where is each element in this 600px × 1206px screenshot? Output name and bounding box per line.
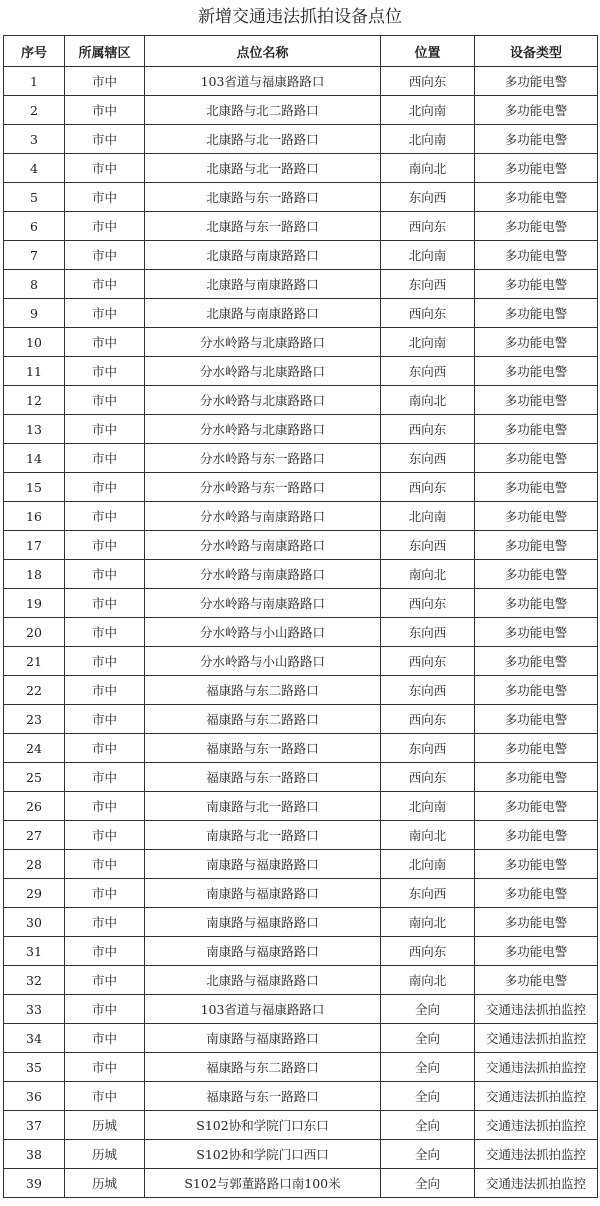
cell-direction: 西向东	[381, 473, 475, 502]
cell-location-name: 福康路与东二路路口	[145, 705, 381, 734]
cell-district: 市中	[65, 328, 145, 357]
cell-location-name: 103省道与福康路路口	[145, 995, 381, 1024]
table-row	[4, 154, 598, 183]
cell-device-type: 多功能电警	[475, 67, 598, 96]
cell-district: 市中	[65, 386, 145, 415]
cell-serial-number: 36	[4, 1082, 65, 1111]
cell-location-name: 分水岭路与北康路路口	[145, 386, 381, 415]
cell-serial-number: 7	[4, 241, 65, 270]
cell-serial-number: 39	[4, 1169, 65, 1198]
cell-device-type: 多功能电警	[475, 212, 598, 241]
cell-direction: 西向东	[381, 299, 475, 328]
cell-serial-number: 38	[4, 1140, 65, 1169]
cell-direction: 全向	[381, 995, 475, 1024]
cell-location-name: 南康路与福康路路口	[145, 1024, 381, 1053]
cell-district: 市中	[65, 647, 145, 676]
cell-district: 历城	[65, 1140, 145, 1169]
cell-location-name: 南康路与北一路路口	[145, 821, 381, 850]
cell-location-name: 福康路与东一路路口	[145, 763, 381, 792]
cell-device-type: 多功能电警	[475, 879, 598, 908]
table-row	[4, 299, 598, 328]
cell-serial-number: 10	[4, 328, 65, 357]
cell-serial-number: 30	[4, 908, 65, 937]
cell-device-type: 交通违法抓拍监控	[475, 1111, 598, 1140]
table-row	[4, 850, 598, 879]
table-row	[4, 821, 598, 850]
cell-device-type: 多功能电警	[475, 125, 598, 154]
table-row	[4, 241, 598, 270]
cell-district: 市中	[65, 763, 145, 792]
cell-direction: 北向南	[381, 792, 475, 821]
cell-district: 市中	[65, 212, 145, 241]
table-row	[4, 1082, 598, 1111]
cell-serial-number: 28	[4, 850, 65, 879]
cell-direction: 东向西	[381, 676, 475, 705]
cell-district: 市中	[65, 154, 145, 183]
cell-serial-number: 19	[4, 589, 65, 618]
cell-device-type: 交通违法抓拍监控	[475, 1024, 598, 1053]
cell-district: 市中	[65, 618, 145, 647]
cell-serial-number: 26	[4, 792, 65, 821]
cell-device-type: 多功能电警	[475, 908, 598, 937]
cell-direction: 全向	[381, 1082, 475, 1111]
table-row	[4, 1024, 598, 1053]
cell-direction: 西向东	[381, 763, 475, 792]
header-location-name: 点位名称	[145, 36, 381, 67]
cell-direction: 南向北	[381, 560, 475, 589]
cell-district: 市中	[65, 502, 145, 531]
cell-direction: 南向北	[381, 386, 475, 415]
cell-location-name: 北康路与南康路路口	[145, 299, 381, 328]
table-row	[4, 415, 598, 444]
cell-location-name: S102与郭董路路口南100米	[145, 1169, 381, 1198]
cell-device-type: 多功能电警	[475, 821, 598, 850]
cell-direction: 西向东	[381, 937, 475, 966]
cell-location-name: 福康路与东一路路口	[145, 1082, 381, 1111]
table-row	[4, 125, 598, 154]
device-location-table	[3, 35, 598, 1198]
cell-district: 市中	[65, 473, 145, 502]
cell-device-type: 多功能电警	[475, 734, 598, 763]
table-row	[4, 1053, 598, 1082]
cell-district: 市中	[65, 589, 145, 618]
cell-location-name: 北康路与福康路路口	[145, 966, 381, 995]
cell-district: 市中	[65, 125, 145, 154]
cell-location-name: 北康路与北一路路口	[145, 154, 381, 183]
cell-device-type: 交通违法抓拍监控	[475, 1169, 598, 1198]
cell-location-name: 分水岭路与南康路路口	[145, 560, 381, 589]
document-title: 新增交通违法抓拍设备点位	[198, 7, 402, 27]
cell-serial-number: 34	[4, 1024, 65, 1053]
cell-serial-number: 6	[4, 212, 65, 241]
cell-device-type: 多功能电警	[475, 154, 598, 183]
table-row	[4, 473, 598, 502]
cell-device-type: 多功能电警	[475, 96, 598, 125]
cell-device-type: 交通违法抓拍监控	[475, 995, 598, 1024]
cell-district: 市中	[65, 560, 145, 589]
cell-location-name: 南康路与福康路路口	[145, 850, 381, 879]
table-row	[4, 531, 598, 560]
cell-serial-number: 21	[4, 647, 65, 676]
cell-location-name: 南康路与福康路路口	[145, 937, 381, 966]
table-body	[4, 67, 598, 1198]
cell-direction: 西向东	[381, 647, 475, 676]
cell-direction: 南向北	[381, 821, 475, 850]
cell-location-name: 分水岭路与北康路路口	[145, 415, 381, 444]
table-row	[4, 67, 598, 96]
cell-location-name: 分水岭路与南康路路口	[145, 531, 381, 560]
table-row	[4, 705, 598, 734]
cell-direction: 北向南	[381, 96, 475, 125]
cell-district: 市中	[65, 676, 145, 705]
cell-serial-number: 18	[4, 560, 65, 589]
cell-serial-number: 33	[4, 995, 65, 1024]
cell-location-name: 福康路与东二路路口	[145, 676, 381, 705]
cell-serial-number: 8	[4, 270, 65, 299]
cell-direction: 东向西	[381, 357, 475, 386]
cell-district: 市中	[65, 937, 145, 966]
cell-device-type: 多功能电警	[475, 763, 598, 792]
cell-serial-number: 27	[4, 821, 65, 850]
table-row	[4, 908, 598, 937]
cell-serial-number: 29	[4, 879, 65, 908]
table-row	[4, 96, 598, 125]
cell-district: 市中	[65, 966, 145, 995]
cell-direction: 全向	[381, 1169, 475, 1198]
cell-district: 市中	[65, 241, 145, 270]
cell-device-type: 多功能电警	[475, 937, 598, 966]
header-direction: 位置	[381, 36, 475, 67]
cell-serial-number: 1	[4, 67, 65, 96]
cell-direction: 北向南	[381, 850, 475, 879]
cell-serial-number: 3	[4, 125, 65, 154]
cell-serial-number: 2	[4, 96, 65, 125]
cell-serial-number: 25	[4, 763, 65, 792]
cell-serial-number: 35	[4, 1053, 65, 1082]
cell-device-type: 多功能电警	[475, 792, 598, 821]
cell-serial-number: 13	[4, 415, 65, 444]
cell-serial-number: 11	[4, 357, 65, 386]
cell-direction: 北向南	[381, 125, 475, 154]
table-row	[4, 386, 598, 415]
cell-location-name: 分水岭路与东一路路口	[145, 473, 381, 502]
cell-serial-number: 16	[4, 502, 65, 531]
table-row	[4, 1111, 598, 1140]
cell-district: 市中	[65, 1053, 145, 1082]
cell-direction: 东向西	[381, 183, 475, 212]
cell-location-name: 103省道与福康路路口	[145, 67, 381, 96]
cell-district: 历城	[65, 1111, 145, 1140]
cell-device-type: 多功能电警	[475, 473, 598, 502]
cell-location-name: 北康路与东一路路口	[145, 212, 381, 241]
cell-serial-number: 32	[4, 966, 65, 995]
header-serial-number: 序号	[4, 36, 65, 67]
cell-device-type: 多功能电警	[475, 966, 598, 995]
cell-location-name: 南康路与福康路路口	[145, 879, 381, 908]
cell-location-name: 分水岭路与南康路路口	[145, 502, 381, 531]
cell-direction: 全向	[381, 1024, 475, 1053]
cell-device-type: 多功能电警	[475, 502, 598, 531]
table-row	[4, 995, 598, 1024]
table-row	[4, 763, 598, 792]
cell-serial-number: 22	[4, 676, 65, 705]
cell-serial-number: 9	[4, 299, 65, 328]
cell-direction: 全向	[381, 1140, 475, 1169]
cell-device-type: 交通违法抓拍监控	[475, 1053, 598, 1082]
cell-direction: 南向北	[381, 908, 475, 937]
table-row	[4, 357, 598, 386]
cell-location-name: 北康路与南康路路口	[145, 270, 381, 299]
table-row	[4, 937, 598, 966]
cell-device-type: 多功能电警	[475, 386, 598, 415]
cell-district: 市中	[65, 879, 145, 908]
cell-district: 市中	[65, 850, 145, 879]
cell-serial-number: 14	[4, 444, 65, 473]
cell-location-name: S102协和学院门口东口	[145, 1111, 381, 1140]
cell-direction: 西向东	[381, 67, 475, 96]
cell-location-name: 分水岭路与北康路路口	[145, 357, 381, 386]
cell-district: 市中	[65, 531, 145, 560]
cell-district: 市中	[65, 67, 145, 96]
cell-serial-number: 20	[4, 618, 65, 647]
cell-device-type: 交通违法抓拍监控	[475, 1082, 598, 1111]
table-row	[4, 879, 598, 908]
cell-location-name: 分水岭路与小山路路口	[145, 618, 381, 647]
table-row	[4, 444, 598, 473]
cell-device-type: 多功能电警	[475, 705, 598, 734]
cell-direction: 西向东	[381, 212, 475, 241]
cell-device-type: 多功能电警	[475, 647, 598, 676]
cell-location-name: 分水岭路与北康路路口	[145, 328, 381, 357]
cell-device-type: 多功能电警	[475, 676, 598, 705]
cell-district: 市中	[65, 96, 145, 125]
cell-device-type: 多功能电警	[475, 299, 598, 328]
table-row	[4, 328, 598, 357]
cell-district: 市中	[65, 821, 145, 850]
cell-device-type: 多功能电警	[475, 850, 598, 879]
cell-serial-number: 17	[4, 531, 65, 560]
cell-location-name: S102协和学院门口西口	[145, 1140, 381, 1169]
cell-district: 市中	[65, 357, 145, 386]
cell-direction: 西向东	[381, 589, 475, 618]
cell-location-name: 南康路与北一路路口	[145, 792, 381, 821]
cell-direction: 北向南	[381, 328, 475, 357]
cell-location-name: 北康路与东一路路口	[145, 183, 381, 212]
cell-serial-number: 37	[4, 1111, 65, 1140]
table-row	[4, 183, 598, 212]
cell-direction: 西向东	[381, 415, 475, 444]
cell-direction: 北向南	[381, 502, 475, 531]
cell-device-type: 多功能电警	[475, 183, 598, 212]
cell-district: 历城	[65, 1169, 145, 1198]
cell-district: 市中	[65, 444, 145, 473]
cell-device-type: 多功能电警	[475, 589, 598, 618]
table-header-row	[4, 36, 598, 67]
cell-district: 市中	[65, 1024, 145, 1053]
cell-district: 市中	[65, 1082, 145, 1111]
cell-district: 市中	[65, 734, 145, 763]
cell-district: 市中	[65, 792, 145, 821]
cell-device-type: 多功能电警	[475, 357, 598, 386]
cell-direction: 东向西	[381, 734, 475, 763]
cell-district: 市中	[65, 299, 145, 328]
cell-direction: 南向北	[381, 966, 475, 995]
table-row	[4, 212, 598, 241]
cell-location-name: 北康路与北二路路口	[145, 96, 381, 125]
cell-device-type: 多功能电警	[475, 531, 598, 560]
cell-device-type: 多功能电警	[475, 415, 598, 444]
cell-location-name: 分水岭路与东一路路口	[145, 444, 381, 473]
cell-device-type: 多功能电警	[475, 270, 598, 299]
cell-device-type: 多功能电警	[475, 444, 598, 473]
cell-location-name: 南康路与福康路路口	[145, 908, 381, 937]
cell-serial-number: 4	[4, 154, 65, 183]
cell-district: 市中	[65, 415, 145, 444]
table-row	[4, 1169, 598, 1198]
cell-device-type: 多功能电警	[475, 241, 598, 270]
cell-direction: 全向	[381, 1111, 475, 1140]
table-row	[4, 734, 598, 763]
cell-device-type: 交通违法抓拍监控	[475, 1140, 598, 1169]
table-row	[4, 676, 598, 705]
cell-serial-number: 23	[4, 705, 65, 734]
table-row	[4, 792, 598, 821]
table-row	[4, 270, 598, 299]
table-row	[4, 502, 598, 531]
cell-location-name: 分水岭路与南康路路口	[145, 589, 381, 618]
cell-district: 市中	[65, 183, 145, 212]
table-row	[4, 589, 598, 618]
cell-serial-number: 5	[4, 183, 65, 212]
cell-location-name: 分水岭路与小山路路口	[145, 647, 381, 676]
cell-serial-number: 31	[4, 937, 65, 966]
table-row	[4, 618, 598, 647]
cell-direction: 东向西	[381, 444, 475, 473]
cell-device-type: 多功能电警	[475, 328, 598, 357]
cell-district: 市中	[65, 995, 145, 1024]
cell-serial-number: 15	[4, 473, 65, 502]
cell-serial-number: 24	[4, 734, 65, 763]
table-row	[4, 560, 598, 589]
table-row	[4, 966, 598, 995]
table-row	[4, 1140, 598, 1169]
cell-location-name: 福康路与东一路路口	[145, 734, 381, 763]
cell-district: 市中	[65, 908, 145, 937]
cell-location-name: 北康路与南康路路口	[145, 241, 381, 270]
header-device-type: 设备类型	[475, 36, 598, 67]
cell-device-type: 多功能电警	[475, 618, 598, 647]
cell-direction: 东向西	[381, 879, 475, 908]
cell-district: 市中	[65, 270, 145, 299]
cell-direction: 西向东	[381, 705, 475, 734]
cell-direction: 东向西	[381, 531, 475, 560]
cell-direction: 东向西	[381, 618, 475, 647]
cell-direction: 南向北	[381, 154, 475, 183]
table-row	[4, 647, 598, 676]
cell-location-name: 福康路与东二路路口	[145, 1053, 381, 1082]
cell-district: 市中	[65, 705, 145, 734]
header-district: 所属辖区	[65, 36, 145, 67]
cell-location-name: 北康路与北一路路口	[145, 125, 381, 154]
cell-serial-number: 12	[4, 386, 65, 415]
cell-direction: 全向	[381, 1053, 475, 1082]
cell-direction: 东向西	[381, 270, 475, 299]
cell-direction: 北向南	[381, 241, 475, 270]
cell-device-type: 多功能电警	[475, 560, 598, 589]
